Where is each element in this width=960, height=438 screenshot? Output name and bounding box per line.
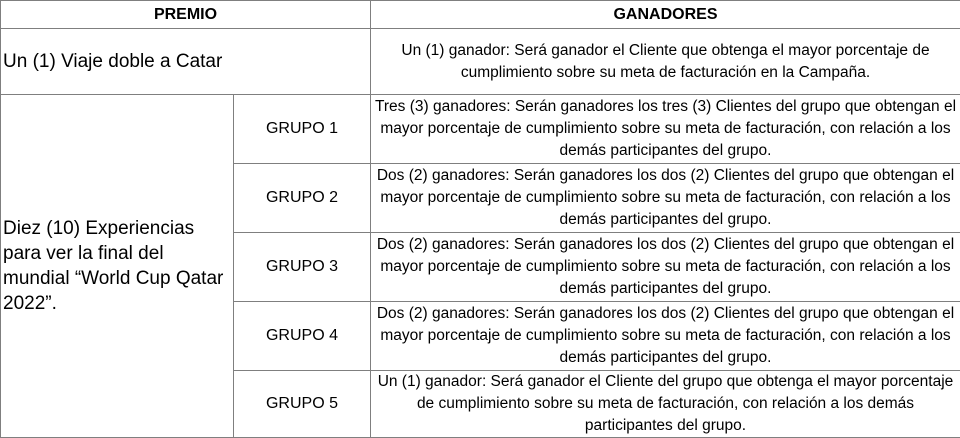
header-row <box>1 1 960 29</box>
group-label-1: GRUPO 1 <box>234 95 371 164</box>
header-ganadores: GANADORES <box>371 1 960 29</box>
trip-row <box>1 29 960 95</box>
trip-winners: Un (1) ganador: Será ganador el Cliente que obtenga el mayor porcentaje de cumplimiento sobre su meta de facturación en la Campaña. <box>371 29 960 95</box>
group-row-1 <box>1 95 960 164</box>
group-label-4: GRUPO 4 <box>234 302 371 371</box>
trip-prize: Un (1) Viaje doble a Catar <box>1 29 371 95</box>
group-winners-5: Un (1) ganador: Será ganador el Cliente del grupo que obtenga el mayor porcentaje de cumplimiento sobre su meta de facturación, con relación a los demás participantes del grupo. <box>371 371 960 438</box>
group-winners-3: Dos (2) ganadores: Serán ganadores los dos (2) Clientes del grupo que obtengan el mayor porcentaje de cumplimiento sobre su meta de facturación, con relación a los demás participantes del grupo. <box>371 233 960 302</box>
group-winners-4: Dos (2) ganadores: Serán ganadores los dos (2) Clientes del grupo que obtengan el mayor porcentaje de cumplimiento sobre su meta de facturación, con relación a los demás participantes del grupo. <box>371 302 960 371</box>
group-label-3: GRUPO 3 <box>234 233 371 302</box>
experiences-prize: Diez (10) Experiencias para ver la final del mundial “World Cup Qatar 2022”. <box>1 95 234 438</box>
group-winners-2: Dos (2) ganadores: Serán ganadores los dos (2) Clientes del grupo que obtengan el mayor porcentaje de cumplimiento sobre su meta de facturación, con relación a los demás participantes del grupo. <box>371 164 960 233</box>
group-label-2: GRUPO 2 <box>234 164 371 233</box>
group-label-5: GRUPO 5 <box>234 371 371 438</box>
header-premio: PREMIO <box>1 1 371 29</box>
group-winners-1: Tres (3) ganadores: Serán ganadores los tres (3) Clientes del grupo que obtengan el mayor porcentaje de cumplimiento sobre su meta de facturación, con relación a los demás participantes del grupo. <box>371 95 960 164</box>
